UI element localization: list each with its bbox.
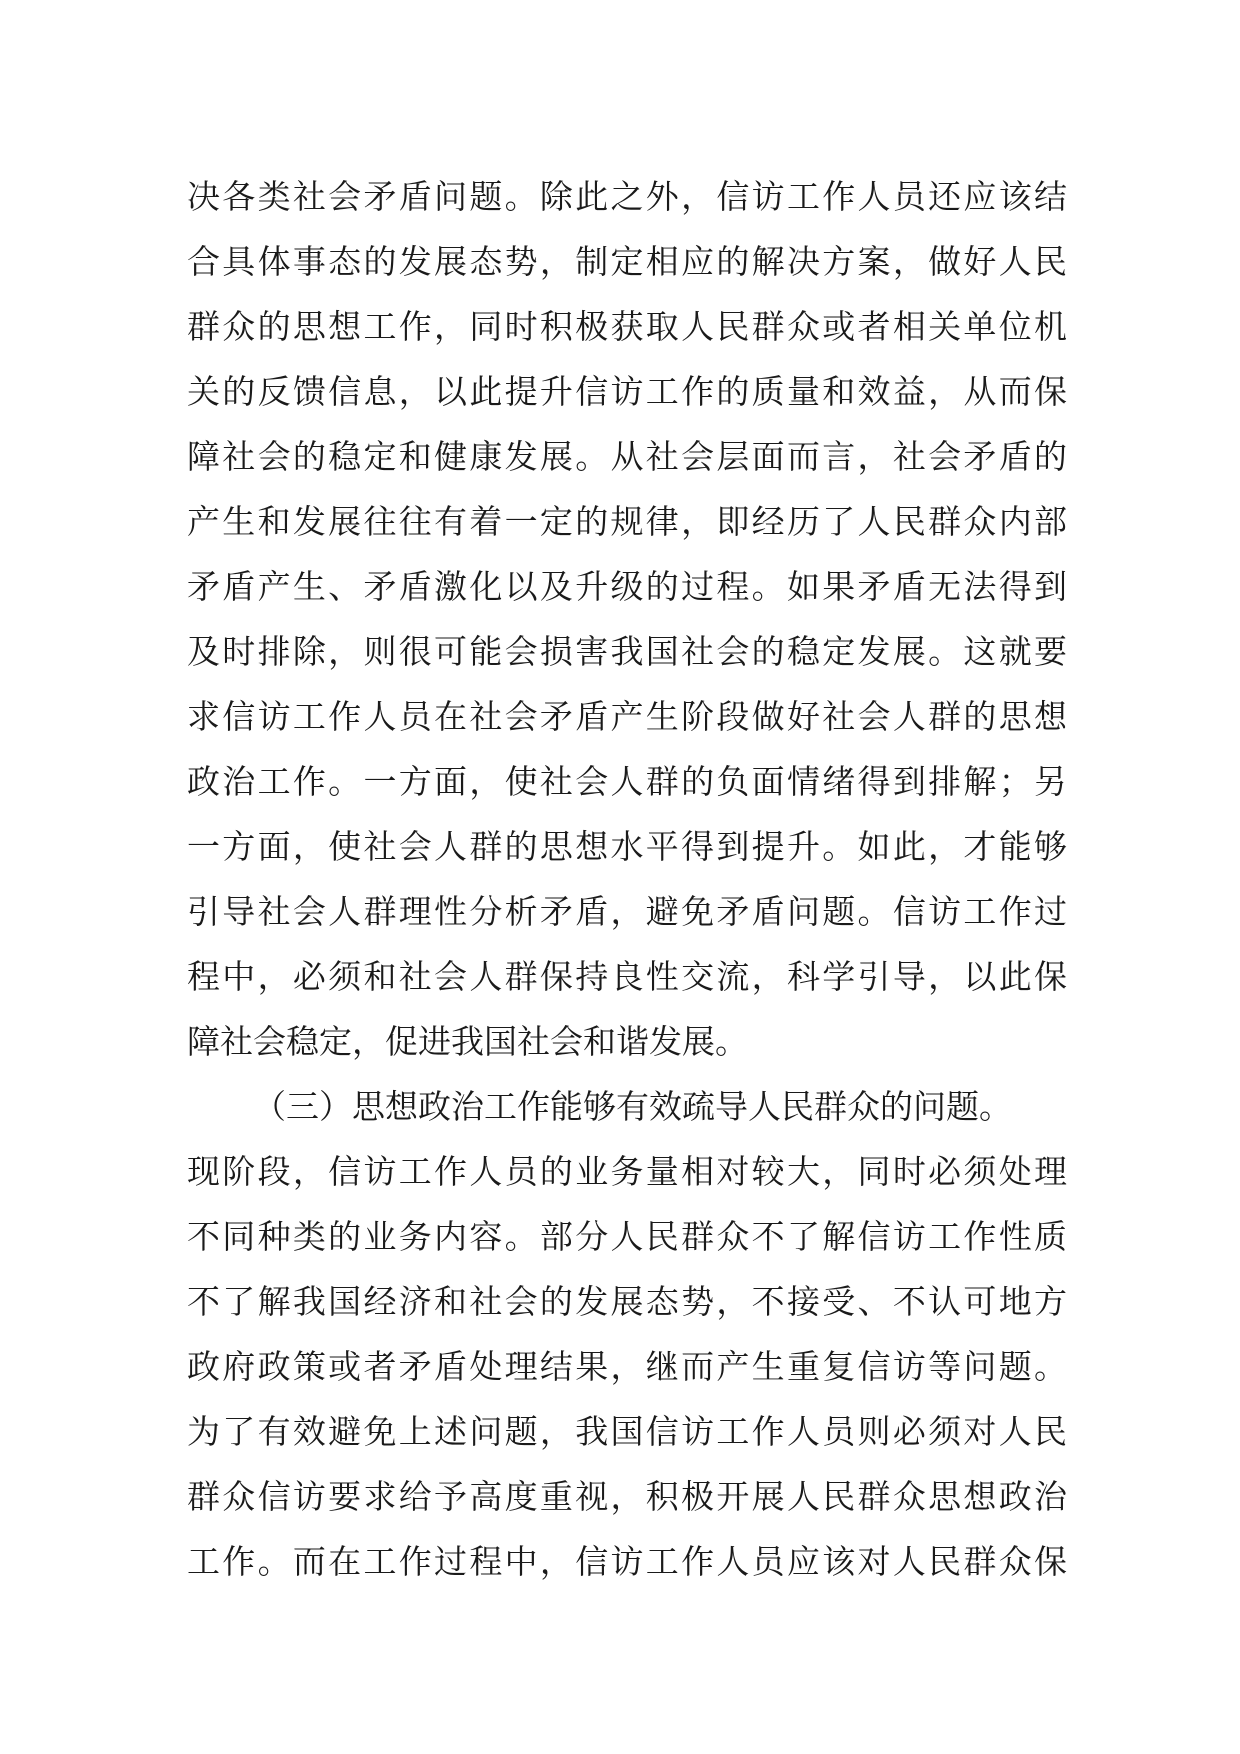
text-line: 关的反馈信息，以此提升信访工作的质量和效益，从而保 bbox=[187, 372, 1067, 411]
text-line: 合具体事态的发展态势，制定相应的解决方案，做好人民 bbox=[187, 242, 1067, 281]
text-line: 及时排除，则很可能会损害我国社会的稳定发展。这就要 bbox=[187, 632, 1067, 671]
text-line: 群众信访要求给予高度重视，积极开展人民群众思想政治 bbox=[187, 1477, 1067, 1516]
body-text bbox=[187, 164, 1067, 1594]
text-line: 障社会稳定，促进我国社会和谐发展。 bbox=[187, 1022, 748, 1061]
section-heading: （三）思想政治工作能够有效疏导人民群众的问题。 bbox=[253, 1087, 1012, 1126]
text-line: 程中，必须和社会人群保持良性交流，科学引导，以此保 bbox=[187, 957, 1067, 996]
text-line: 为了有效避免上述问题，我国信访工作人员则必须对人民 bbox=[187, 1412, 1067, 1451]
text-line: 决各类社会矛盾问题。除此之外，信访工作人员还应该结 bbox=[187, 177, 1067, 216]
text-line: 障社会的稳定和健康发展。从社会层面而言，社会矛盾的 bbox=[187, 437, 1067, 476]
text-line: 不同种类的业务内容。部分人民群众不了解信访工作性质 bbox=[187, 1217, 1067, 1256]
text-line: 一方面，使社会人群的思想水平得到提升。如此，才能够 bbox=[187, 827, 1067, 866]
text-line: 不了解我国经济和社会的发展态势，不接受、不认可地方 bbox=[187, 1282, 1067, 1321]
text-line: 群众的思想工作，同时积极获取人民群众或者相关单位机 bbox=[187, 307, 1067, 346]
text-line: 矛盾产生、矛盾激化以及升级的过程。如果矛盾无法得到 bbox=[187, 567, 1067, 606]
text-line: 现阶段，信访工作人员的业务量相对较大，同时必须处理 bbox=[187, 1152, 1067, 1191]
text-line: 引导社会人群理性分析矛盾，避免矛盾问题。信访工作过 bbox=[187, 892, 1067, 931]
text-line: 工作。而在工作过程中，信访工作人员应该对人民群众保 bbox=[187, 1542, 1067, 1581]
text-line: 政府政策或者矛盾处理结果，继而产生重复信访等问题。 bbox=[187, 1347, 1067, 1386]
text-line: 求信访工作人员在社会矛盾产生阶段做好社会人群的思想 bbox=[187, 697, 1067, 736]
text-line: 政治工作。一方面，使社会人群的负面情绪得到排解；另 bbox=[187, 762, 1067, 801]
text-line: 产生和发展往往有着一定的规律，即经历了人民群众内部 bbox=[187, 502, 1067, 541]
